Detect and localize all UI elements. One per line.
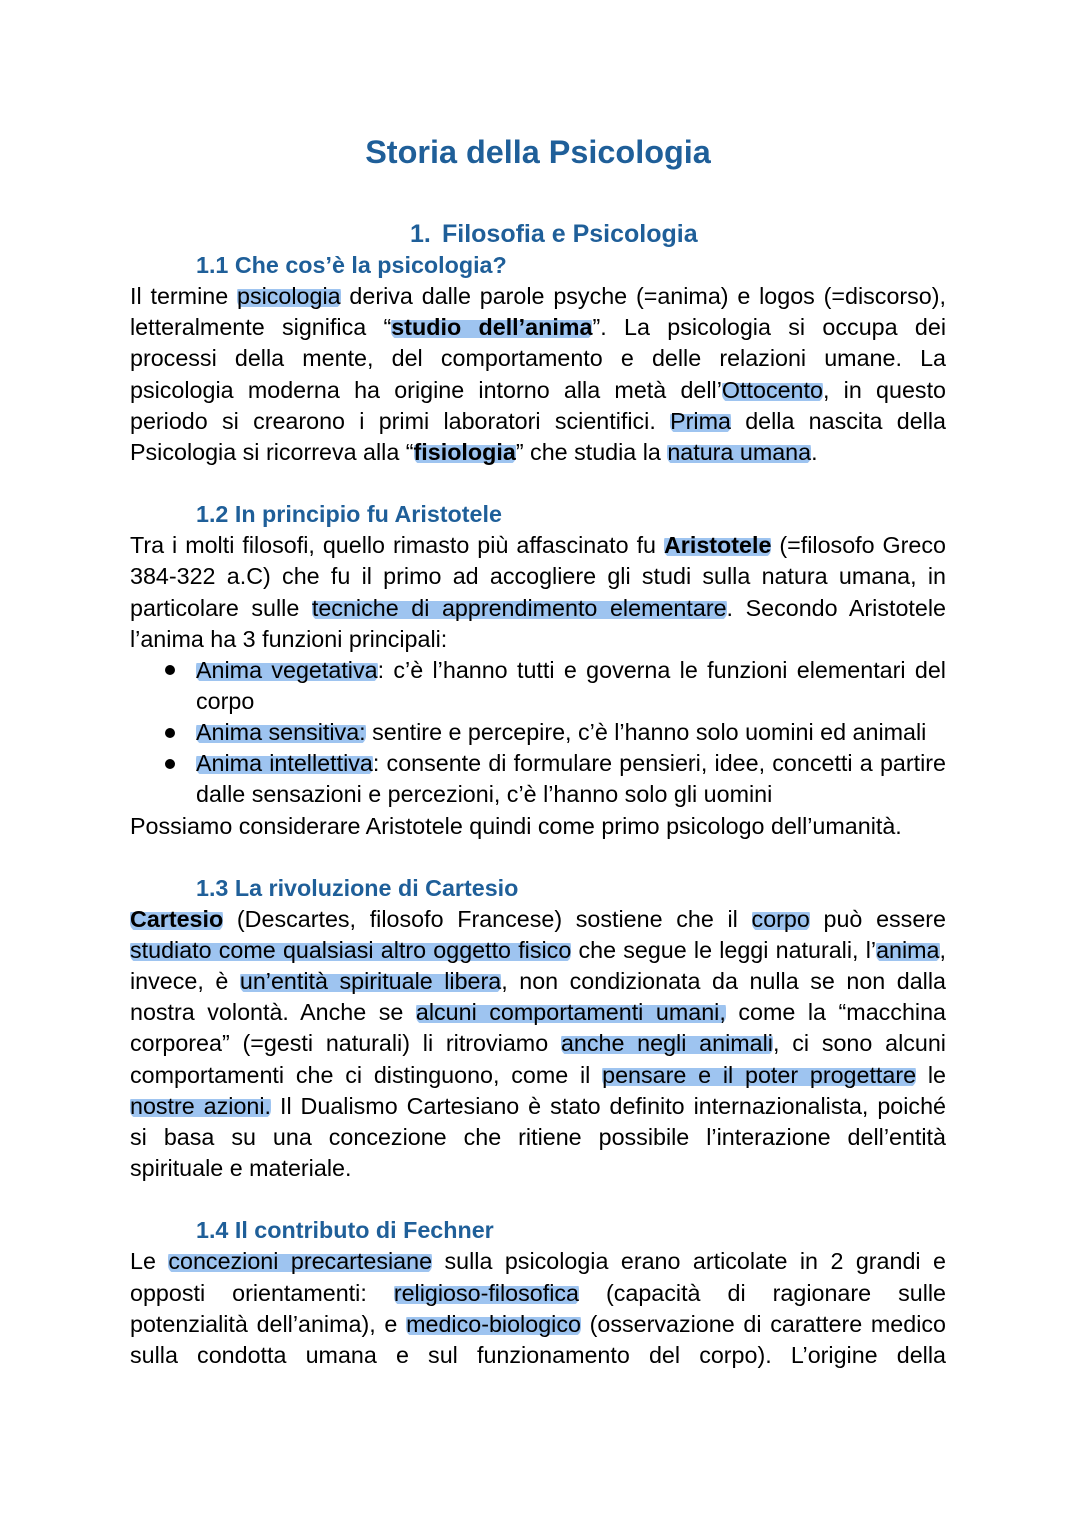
highlighted-term: pensare e il poter progettare <box>602 1061 917 1088</box>
text-run: comportamenti che ci distinguono, come il <box>130 1061 603 1088</box>
section-what-is-psychology <box>130 250 946 468</box>
paragraph <box>130 1246 946 1371</box>
document-body <box>130 132 946 1371</box>
page-title: Storia della Psicologia <box>365 134 711 170</box>
text-run: opposti orientamenti: <box>130 1279 394 1306</box>
text-run: Possiamo considerare Aristotele quindi come primo psicologo dell’umanità. <box>130 812 902 839</box>
highlighted-term: Cartesio <box>130 905 224 932</box>
text-run: può essere <box>809 905 947 932</box>
bullet-item <box>196 717 946 748</box>
text-run: periodo si crearono i primi laboratori scientifici. <box>130 407 671 434</box>
text-line <box>196 655 946 686</box>
text-run: nostra volontà. Anche se <box>130 999 416 1026</box>
text-line <box>130 1309 946 1340</box>
text-run: : consente di formulare pensieri, idee, concetti a partire <box>372 750 946 777</box>
text-run: che segue le leggi naturali, l’ <box>571 937 877 964</box>
highlighted-term: tecniche di apprendimento elementare <box>311 594 727 621</box>
section-heading: 1.4 Il contributo di Fechner <box>196 1217 494 1244</box>
paragraph <box>130 904 946 1184</box>
text-run: Il Dualismo Cartesiano è stato definito internazionalista, poiché <box>271 1092 946 1119</box>
text-run: sulla condotta umana e sul funzionamento del corpo). L’origine della <box>130 1341 946 1368</box>
highlighted-term: anche negli animali <box>560 1030 773 1057</box>
section-heading: 1.1 Che cos’è la psicologia? <box>196 252 507 278</box>
text-run: processi della mente, del comportamento e delle relazioni umane. La <box>130 345 946 372</box>
highlighted-term: Prima <box>670 407 731 434</box>
highlighted-term: Anima sensitiva: <box>196 719 366 746</box>
text-run: sulla psicologia erano articolate in 2 grandi e <box>432 1248 946 1275</box>
highlighted-term: medico-biologico <box>406 1310 581 1337</box>
text-run: dalle sensazioni e percezioni, c’è l’hanno solo gli uomini <box>196 781 773 808</box>
text-run: (Descartes, filosofo Francese) sostiene che il <box>223 905 752 932</box>
text-line <box>130 1028 946 1059</box>
text-line <box>130 997 946 1028</box>
text-line <box>130 904 946 935</box>
text-line <box>130 437 946 468</box>
highlighted-term: natura umana <box>667 438 812 465</box>
paragraph <box>130 811 946 842</box>
text-line <box>196 748 946 779</box>
text-run: Psicologia si ricorreva alla “ <box>130 438 414 465</box>
text-run: , non condizionata da nulla se non dalla <box>501 968 946 995</box>
text-line <box>130 343 946 374</box>
section-heading: 1.2 In principio fu Aristotele <box>196 501 502 528</box>
highlighted-term: studio dell’anima <box>391 314 593 341</box>
text-run: letteralmente significa “ <box>130 314 392 341</box>
chapter-number: 1. <box>410 220 431 248</box>
text-line <box>130 561 946 592</box>
text-line <box>130 966 946 997</box>
text-run: . <box>811 438 818 465</box>
text-run: psicologia moderna ha origine intorno alla metà dell’ <box>130 376 722 403</box>
highlighted-term: fisiologia <box>413 438 516 465</box>
text-run: , ci sono alcuni <box>772 1030 946 1057</box>
text-line <box>130 375 946 406</box>
text-run: si basa su una concezione che ritiene possibile l’interazione dell’entità <box>130 1123 946 1150</box>
text-run: ” che studia la <box>515 438 668 465</box>
text-line <box>130 1060 946 1091</box>
text-run: della nascita della <box>730 407 946 434</box>
text-run: Le <box>130 1248 169 1275</box>
highlighted-term: nostre azioni. <box>130 1092 272 1119</box>
text-line <box>130 1153 946 1184</box>
text-run: particolare sulle <box>130 594 312 621</box>
text-run: , in questo <box>822 376 946 403</box>
highlighted-term: studiato come qualsiasi altro oggetto fisico <box>130 937 572 964</box>
text-line <box>130 1091 946 1122</box>
section-descartes <box>130 873 946 1184</box>
text-line <box>130 1246 946 1277</box>
highlighted-term: Aristotele <box>663 532 772 559</box>
text-line <box>196 686 946 717</box>
text-run: 384-322 a.C) che fu il primo ad accogliere gli studi sulla natura umana, in <box>130 563 946 590</box>
text-run: ”. La psicologia si occupa dei <box>592 314 946 341</box>
bullet-item <box>196 655 946 717</box>
text-run: , <box>939 937 946 964</box>
text-run: come la “macchina <box>725 999 946 1026</box>
text-run: Il termine <box>130 283 237 310</box>
highlighted-term: religioso-filosofica <box>393 1279 579 1306</box>
text-line <box>130 1278 946 1309</box>
text-run: . Secondo Aristotele <box>726 594 946 621</box>
text-line <box>130 1122 946 1153</box>
chapter-heading <box>130 218 946 250</box>
text-run: deriva dalle parole psyche (=anima) e logos (=discorso), <box>340 283 946 310</box>
paragraph <box>130 530 946 655</box>
highlighted-term: corpo <box>751 905 810 932</box>
section-heading: 1.3 La rivoluzione di Cartesio <box>196 874 519 901</box>
paragraph <box>130 281 946 468</box>
text-line <box>130 312 946 343</box>
text-run: (osservazione di carattere medico <box>580 1310 947 1337</box>
section-aristotle <box>130 499 946 842</box>
text-run: corporea” (=gesti naturali) li ritroviamo <box>130 1030 561 1057</box>
bullet-item <box>196 748 946 810</box>
text-run: invece, è <box>130 968 240 995</box>
text-run: le <box>916 1061 946 1088</box>
text-line <box>196 779 946 810</box>
text-line <box>130 935 946 966</box>
highlighted-term: concezioni precartesiane <box>168 1248 433 1275</box>
chapter-title: Filosofia e Psicologia <box>442 220 698 248</box>
highlighted-term: un’entità spirituale libera <box>239 968 502 995</box>
text-run: Tra i molti filosofi, quello rimasto più affascinato fu <box>130 532 664 559</box>
highlighted-term: Anima vegetativa <box>196 656 378 683</box>
highlighted-term: Ottocento <box>721 376 823 403</box>
section-fechner <box>130 1215 946 1371</box>
highlighted-term: alcuni comportamenti umani, <box>415 999 726 1026</box>
text-line <box>130 811 946 842</box>
text-line <box>130 624 946 655</box>
text-run: sentire e percepire, c’è l’hanno solo uomini ed animali <box>365 719 927 746</box>
highlighted-term: psicologia <box>236 283 341 310</box>
bullet-list <box>130 655 946 811</box>
text-run: corpo <box>196 687 255 714</box>
text-run: (=filosofo Greco <box>771 532 946 559</box>
text-line <box>130 281 946 312</box>
text-run: : c’è l’hanno tutti e governa le funzioni elementari del <box>377 656 946 683</box>
text-line <box>130 1340 946 1371</box>
text-line <box>196 717 946 748</box>
text-line <box>130 593 946 624</box>
text-run: spirituale e materiale. <box>130 1155 352 1182</box>
text-run: (capacità di ragionare sulle <box>578 1279 946 1306</box>
text-line <box>130 530 946 561</box>
text-run: l’anima ha 3 funzioni principali: <box>130 625 448 652</box>
highlighted-term: Anima intellettiva <box>196 750 373 777</box>
text-line <box>130 406 946 437</box>
text-run: potenzialità dell’anima), e <box>130 1310 407 1337</box>
highlighted-term: anima <box>876 937 940 964</box>
